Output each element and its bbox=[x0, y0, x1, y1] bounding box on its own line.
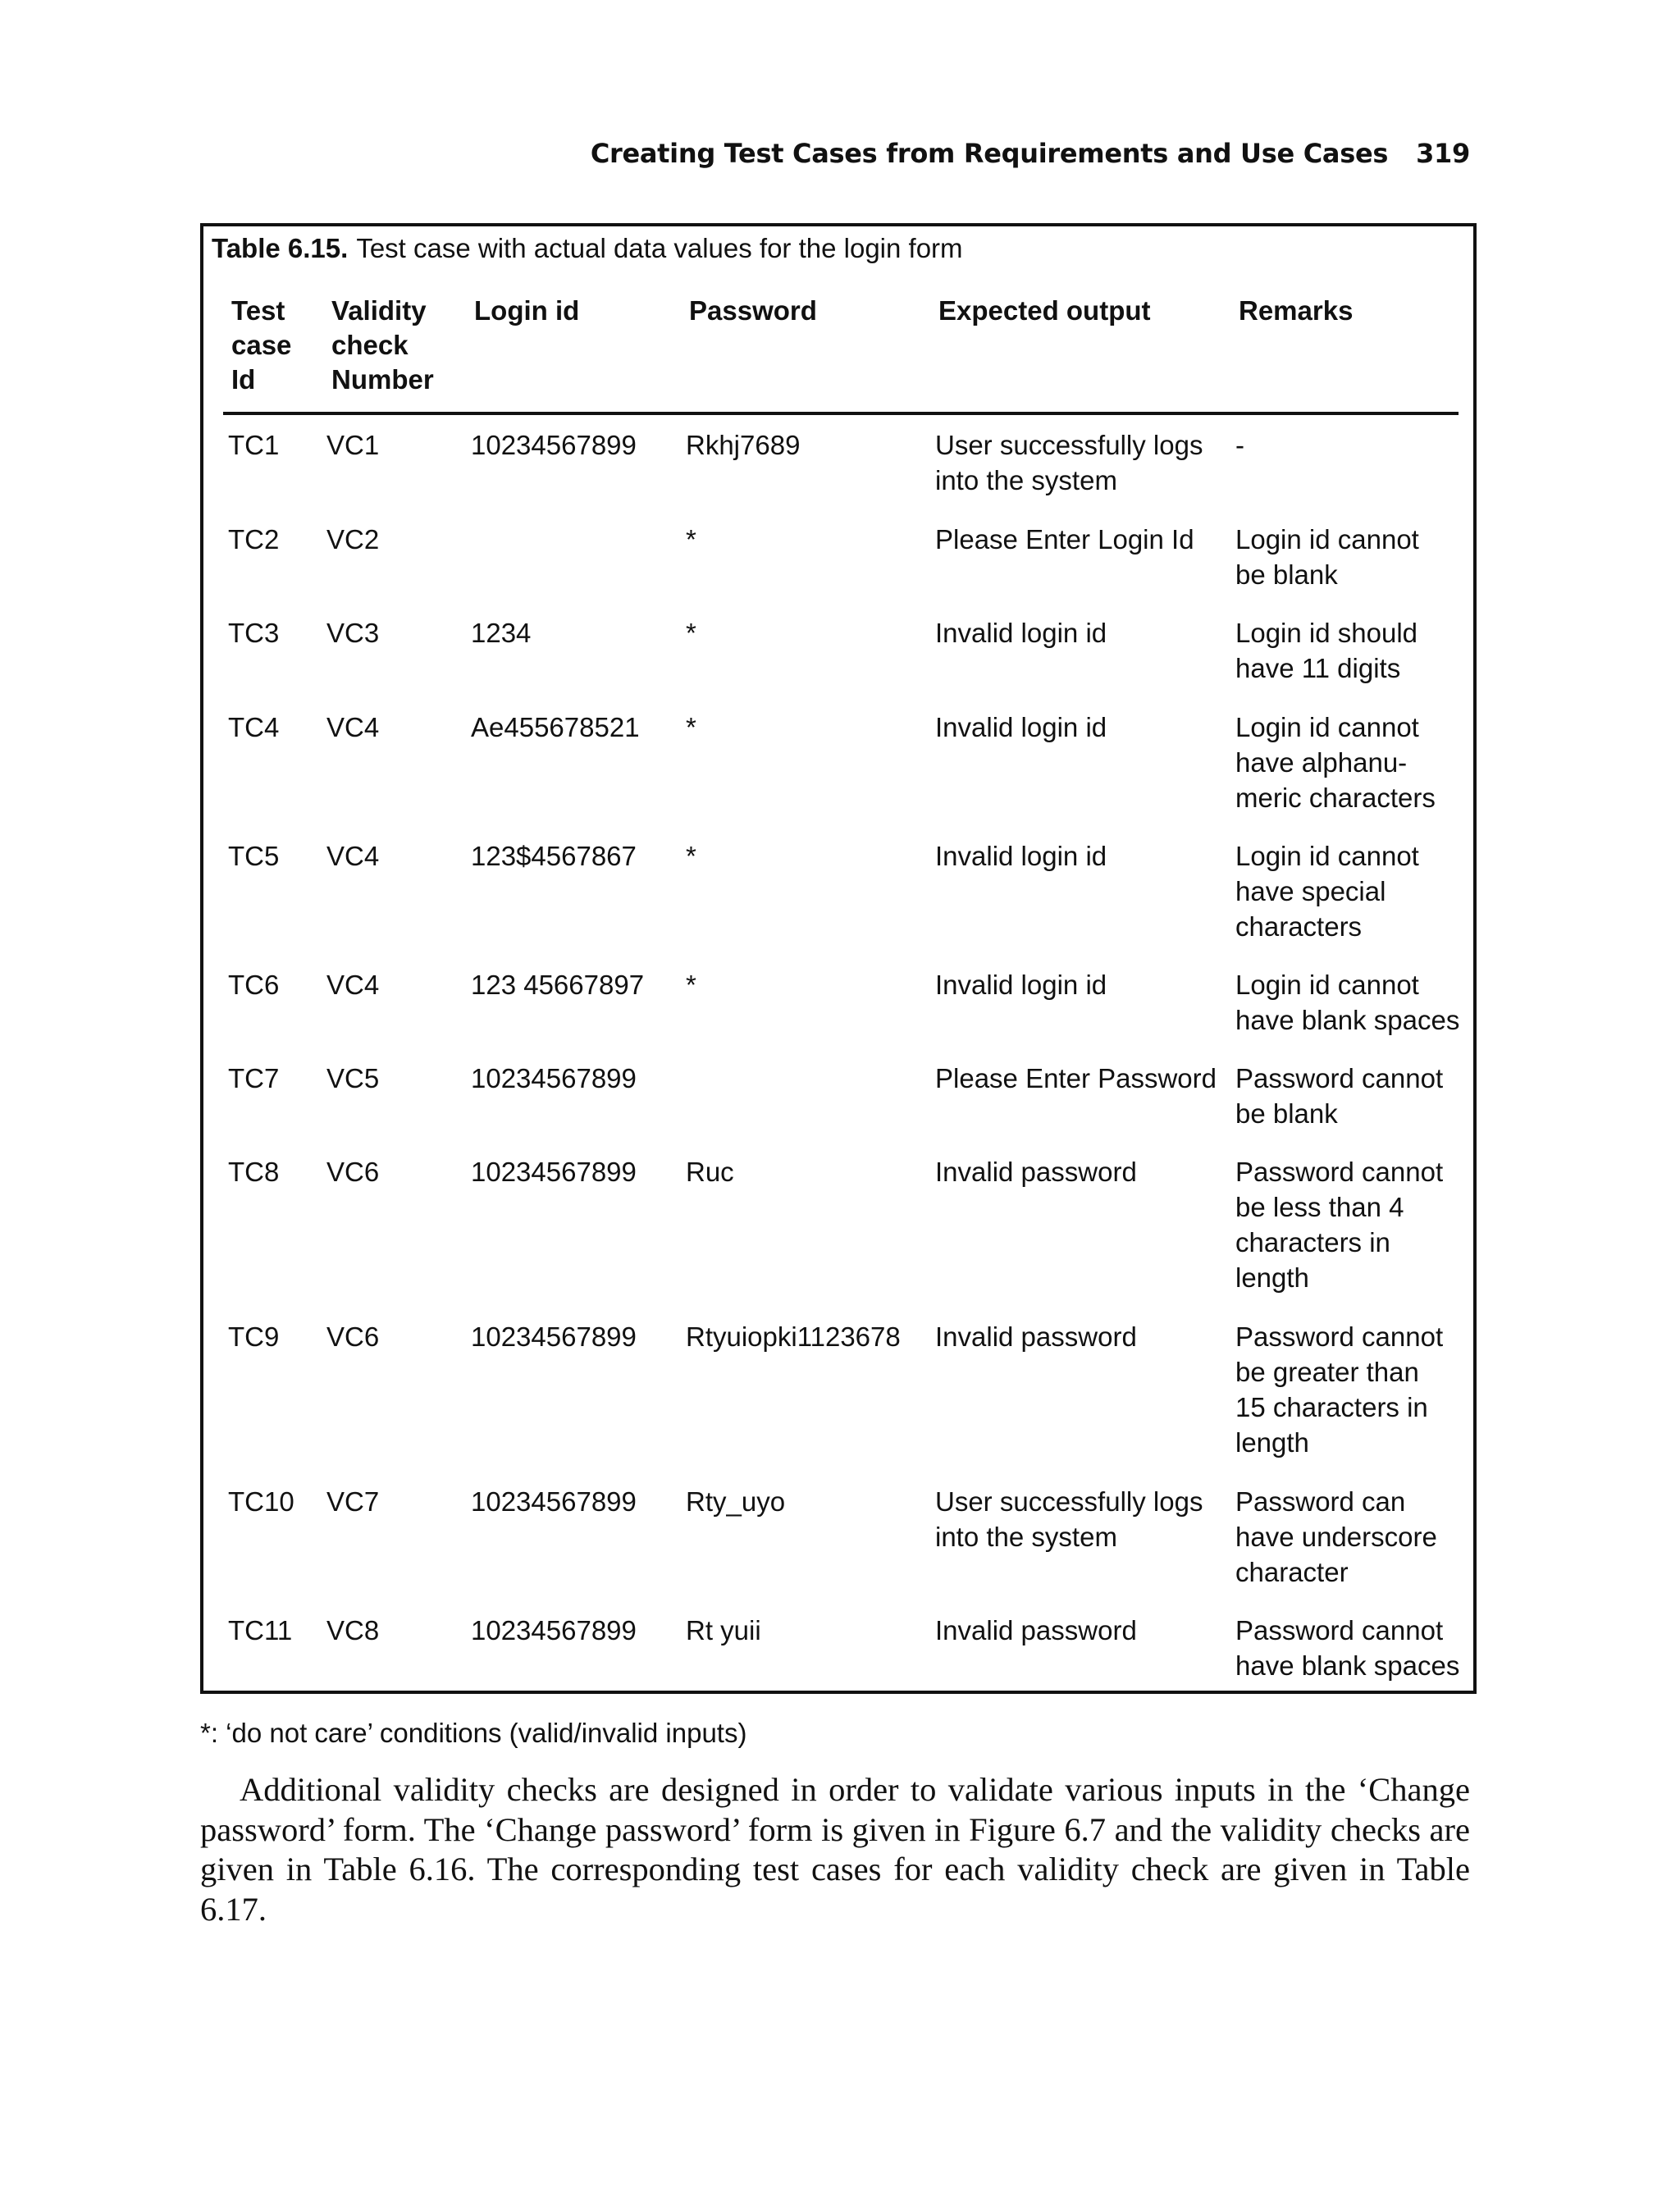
cell-test-case-id: TC11 bbox=[228, 1615, 293, 1645]
cell-test-case-id: TC3 bbox=[228, 618, 280, 648]
cell-test-case-id: TC2 bbox=[228, 524, 280, 555]
cell-login-id: Ae455678521 bbox=[471, 712, 640, 742]
cell-validity-check: VC2 bbox=[326, 524, 380, 555]
cell-test-case-id: TC9 bbox=[228, 1321, 280, 1352]
cell-expected-output: Invalid password bbox=[935, 1321, 1137, 1352]
cell-test-case-id: TC7 bbox=[228, 1063, 280, 1093]
cell-remarks: Password cannot be less than 4 characters in length bbox=[1235, 1157, 1444, 1293]
cell-password: Rt yuii bbox=[686, 1615, 761, 1645]
cell-login-id: 10234567899 bbox=[471, 1486, 637, 1517]
cell-login-id: 10234567899 bbox=[471, 1157, 637, 1187]
cell-expected-output: Invalid password bbox=[935, 1157, 1137, 1187]
cell-password: Rkhj7689 bbox=[686, 430, 801, 460]
cell-password: Rty_uyo bbox=[686, 1486, 786, 1517]
cell-password: * bbox=[686, 618, 696, 648]
running-header bbox=[591, 138, 1470, 169]
cell-remarks: Login id cannot have special characters bbox=[1235, 841, 1419, 942]
table-row bbox=[203, 615, 1473, 683]
cell-remarks: Login id cannot be blank bbox=[1235, 524, 1419, 590]
cell-login-id: 123 45667897 bbox=[471, 970, 645, 1000]
cell-login-id: 10234567899 bbox=[471, 1063, 637, 1093]
cell-test-case-id: TC4 bbox=[228, 712, 280, 742]
cell-validity-check: VC7 bbox=[326, 1486, 380, 1517]
cell-test-case-id: TC8 bbox=[228, 1157, 280, 1187]
table-caption bbox=[212, 233, 963, 264]
cell-password: Rtyuiopki1123678 bbox=[686, 1321, 901, 1352]
running-title: Creating Test Cases from Requirements and Use Cases bbox=[590, 138, 1389, 169]
cell-validity-check: VC1 bbox=[326, 430, 380, 460]
cell-expected-output: Please Enter Login Id bbox=[935, 524, 1194, 555]
cell-remarks: Password cannot be blank bbox=[1235, 1063, 1444, 1129]
column-header-expected-output: Expected output bbox=[938, 295, 1151, 326]
cell-remarks: Password can have underscore character bbox=[1235, 1486, 1437, 1587]
cell-password: * bbox=[686, 970, 696, 1000]
cell-remarks: Password cannot have blank spaces bbox=[1235, 1615, 1460, 1681]
cell-remarks: Password cannot be greater than 15 characters in length bbox=[1235, 1321, 1444, 1458]
table-row bbox=[203, 1319, 1473, 1458]
table-footnote: *: ‘do not care’ conditions (valid/invalid inputs) bbox=[200, 1718, 747, 1748]
cell-password: * bbox=[686, 841, 696, 871]
column-header-password: Password bbox=[689, 295, 817, 326]
column-header-remarks: Remarks bbox=[1239, 295, 1354, 326]
cell-remarks: Login id cannot have blank spaces bbox=[1235, 970, 1460, 1035]
table-row bbox=[203, 427, 1473, 495]
table-row bbox=[203, 838, 1473, 942]
table-row bbox=[203, 1484, 1473, 1587]
cell-expected-output: Invalid login id bbox=[935, 618, 1107, 648]
cell-test-case-id: TC6 bbox=[228, 970, 280, 1000]
table-row bbox=[203, 522, 1473, 590]
cell-validity-check: VC4 bbox=[326, 712, 380, 742]
cell-validity-check: VC4 bbox=[326, 841, 380, 871]
cell-expected-output: User successfully logs into the system bbox=[935, 1486, 1203, 1552]
test-case-table bbox=[200, 223, 1477, 1694]
header-divider bbox=[223, 412, 1459, 415]
table-row bbox=[203, 967, 1473, 1035]
cell-login-id: 10234567899 bbox=[471, 430, 637, 460]
column-header-test-case-id: Test case Id bbox=[231, 295, 292, 395]
cell-login-id: 10234567899 bbox=[471, 1615, 637, 1645]
cell-test-case-id: TC10 bbox=[228, 1486, 294, 1517]
cell-expected-output: Invalid login id bbox=[935, 841, 1107, 871]
page-number: 319 bbox=[1416, 138, 1470, 169]
cell-remarks: Login id should have 11 digits bbox=[1235, 618, 1418, 683]
cell-login-id: 1234 bbox=[471, 618, 532, 648]
cell-test-case-id: TC5 bbox=[228, 841, 280, 871]
cell-password: * bbox=[686, 712, 696, 742]
cell-remarks: Login id cannot have alphanu- meric characters bbox=[1235, 712, 1436, 813]
column-header-login-id: Login id bbox=[474, 295, 580, 326]
table-caption-number: Table 6.15. bbox=[212, 233, 349, 263]
cell-validity-check: VC4 bbox=[326, 970, 380, 1000]
cell-password: Ruc bbox=[686, 1157, 734, 1187]
cell-login-id: 123$4567867 bbox=[471, 841, 637, 871]
cell-expected-output: Invalid login id bbox=[935, 712, 1107, 742]
cell-validity-check: VC5 bbox=[326, 1063, 380, 1093]
cell-expected-output: Please Enter Password bbox=[935, 1063, 1217, 1093]
cell-test-case-id: TC1 bbox=[228, 430, 280, 460]
cell-validity-check: VC6 bbox=[326, 1157, 380, 1187]
cell-expected-output: Invalid password bbox=[935, 1615, 1137, 1645]
table-caption-text: Test case with actual data values for the login form bbox=[356, 233, 963, 263]
cell-expected-output: Invalid login id bbox=[935, 970, 1107, 1000]
cell-password: * bbox=[686, 524, 696, 555]
body-paragraph: Additional validity checks are designed in order to validate various inputs in the ‘Change password’ form. The ‘Change password’ form is given in Figure 6.7 and the validity checks are given in Table 6.16. The corresponding test cases for each validity check are given in Table 6.17. bbox=[200, 1771, 1470, 1928]
cell-expected-output: User successfully logs into the system bbox=[935, 430, 1203, 495]
cell-validity-check: VC6 bbox=[326, 1321, 380, 1352]
cell-validity-check: VC3 bbox=[326, 618, 380, 648]
cell-validity-check: VC8 bbox=[326, 1615, 380, 1645]
cell-login-id: 10234567899 bbox=[471, 1321, 637, 1352]
table-row bbox=[203, 1154, 1473, 1293]
column-header-validity-check: Validity check Number bbox=[331, 295, 434, 395]
cell-remarks: - bbox=[1235, 430, 1244, 460]
